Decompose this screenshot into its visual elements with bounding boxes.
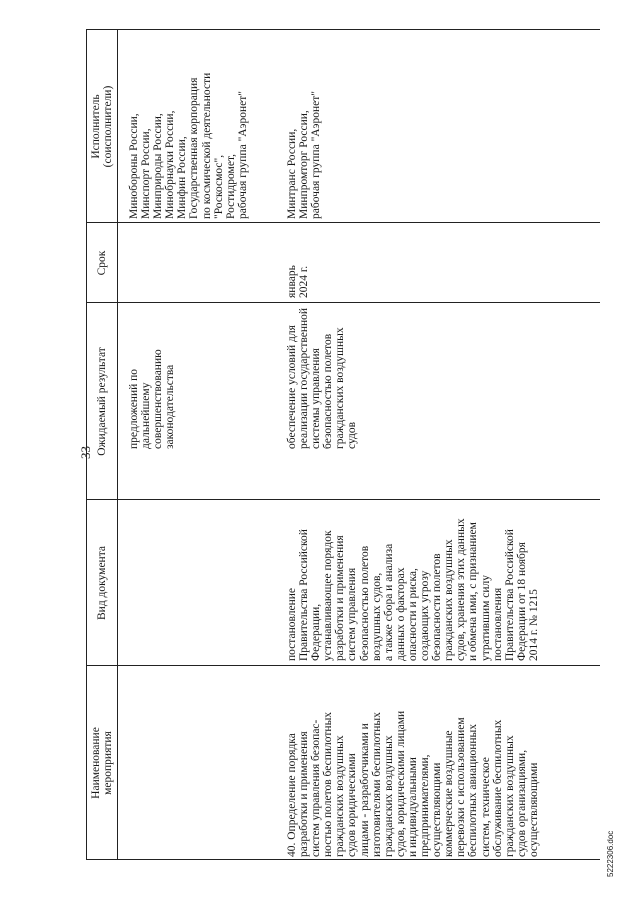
row-2-deadline: январь 2024 г. (286, 265, 311, 298)
column-divider (86, 222, 600, 223)
column-header-name: Наименование мероприятия (89, 727, 114, 799)
page-number: 33 (78, 446, 93, 459)
row-2-result: обеспечение условий для реализации государственной системы управления безопасностью полетов гражданских воздушных судов (286, 307, 359, 449)
column-header-doc-type: Вид документа (95, 546, 108, 620)
row-1-executor: Минобороны России, Минспорт России, Минприроды России, Минобрнауки России, Минфин России, Государственная корпорация по космической деятельности "Роскосмос", Ростидромет, рабочая группа "Аэронет" (128, 72, 249, 219)
row-2-doc-type: постановление Правительства Российской Федерации, устанавливающее порядок разработки и применения систем управления безопасностью полетов воздушных судов, а также сбора и анализа данных о факторах опасности и риска, создающих угрозу безопасности полетов гражданских воздушных судов, хранения этих данных и обмена ими, с признанием утратившим силу постановления Правительства Российской Федерации от 18 ноября 2014 г. № 1215 (286, 518, 540, 661)
schedule-table (86, 30, 600, 860)
column-header-deadline: Срок (95, 250, 108, 276)
file-name-footer: 5222306.doc (606, 830, 615, 877)
row-1-result: предложений по дальнейшему совершенствованию законодательства (128, 349, 177, 449)
table-border-left (86, 859, 600, 860)
column-header-executor: Исполнитель (соисполнители) (89, 85, 114, 168)
row-2-name: 40. Определение порядка разработки и применения систем управления безопас- ностью полетов беспилотных гражданских воздушных судов юридическими лицами - разработчиками и изготовителями беспилотных гражданских воздушных судов, юридическими лицами и индивидуальными предпринимателями, осуществляющими коммерческие воздушные перевозки с использованием беспилотных авиационных систем, техническое обслуживание беспилотных гражданских воздушных судов организациями, осуществляющими (286, 710, 540, 857)
column-divider (86, 665, 600, 666)
column-divider (86, 499, 600, 500)
column-divider (86, 302, 600, 303)
header-divider (117, 30, 118, 860)
row-2-executor: Минтранс России, Минпромторг России, рабочая группа "Аэронет" (286, 91, 323, 219)
column-header-result: Ожидаемый результат (95, 347, 108, 456)
table-border-right (86, 29, 600, 30)
